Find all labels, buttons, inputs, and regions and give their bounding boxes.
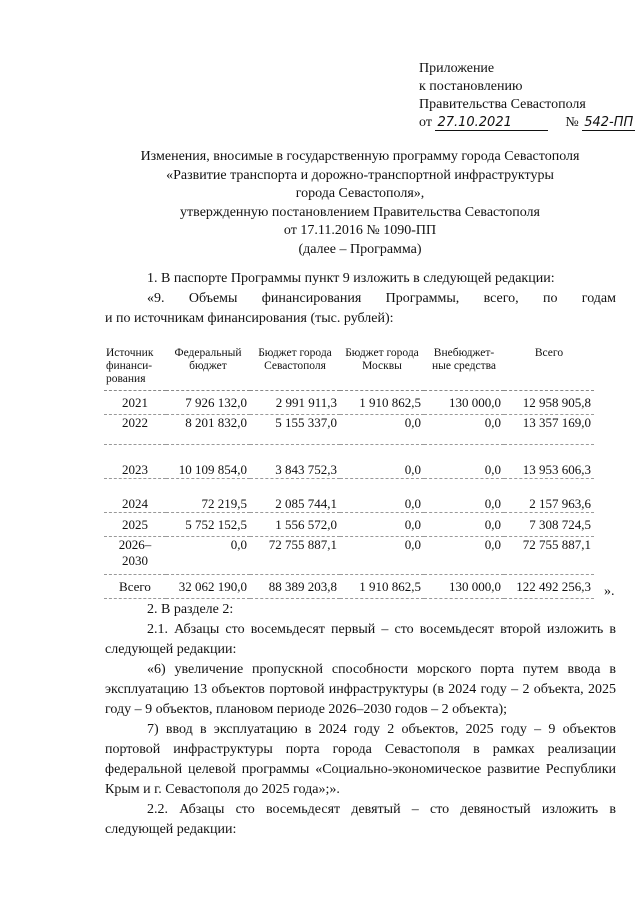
table-cell: 0,0	[340, 513, 424, 537]
table-row	[104, 391, 594, 415]
table-cell: 0,0	[340, 415, 424, 445]
table-cell: 0,0	[424, 415, 504, 445]
date-prefix: от	[419, 115, 432, 130]
table-cell: 72 219,5	[166, 479, 250, 513]
title-line-3: города Севастополя»,	[295, 186, 425, 201]
header-source: Источник финанси-рования	[104, 345, 166, 391]
table-cell: 0,0	[424, 513, 504, 537]
table-header-row	[104, 345, 594, 391]
table-cell: 2023	[104, 445, 166, 479]
table-cell: 2 991 911,3	[250, 391, 340, 415]
table-row	[104, 479, 594, 513]
table-cell: 130 000,0	[424, 575, 504, 599]
item-1	[105, 269, 616, 329]
header-moscow: Бюджет города Москвы	[340, 345, 424, 391]
paragraph-item-7: 7) ввод в эксплуатацию в 2024 году 2 объектов, 2025 году – 9 объектов портовой инфраструктуры порта города Севастополя в рамках реализации федеральной целевой программы «Социально-экономическое развитие Республики Крым и г. Севастополя до 2025 года»;».	[105, 722, 616, 797]
title-line-4: утвержденную постановлением Правительства Севастополя	[180, 204, 540, 220]
table-cell: 2022	[104, 415, 166, 445]
item-1-line-1: 1. В паспорте Программы пункт 9 изложить в следующей редакции:	[147, 271, 555, 286]
item-1-line-2: «9. Объемы финансирования Программы, всего, по годам	[147, 291, 616, 306]
table-cell: 0,0	[424, 537, 504, 575]
annex-block	[419, 60, 635, 132]
table-cell: 0,0	[340, 479, 424, 513]
table-closing-quote: ».	[604, 584, 615, 599]
title-line-6: (далее – Программа)	[298, 241, 422, 257]
table-cell: 2 157 963,6	[504, 479, 594, 513]
annex-date-line	[419, 114, 635, 132]
table-cell: 7 926 132,0	[166, 391, 250, 415]
table-cell: 13 357 169,0	[504, 415, 594, 445]
header-federal: Федеральный бюджет	[166, 345, 250, 391]
table-cell: 5 752 152,5	[166, 513, 250, 537]
table-cell: 3 843 752,3	[250, 445, 340, 479]
paragraph-item-6: «6) увеличение пропускной способности морского порта путем ввода в эксплуатацию 13 объектов портовой инфраструктуры (в 2024 году – 2 объекта, 2025 году – 9 объектов, плановом периоде 2026–2030 годов – 2 объекта);	[105, 662, 616, 717]
table-cell: 2025	[104, 513, 166, 537]
annex-line-3: Правительства Севастополя	[419, 97, 586, 112]
table-cell: 72 755 887,1	[504, 537, 594, 575]
title-line-5: от 17.11.2016 № 1090-ПП	[283, 223, 437, 238]
table-cell: 130 000,0	[424, 391, 504, 415]
header-total: Всего	[504, 345, 594, 391]
table-cell: 8 201 832,0	[166, 415, 250, 445]
table-row	[104, 537, 594, 575]
table-cell: 0,0	[166, 537, 250, 575]
table-cell: 1 556 572,0	[250, 513, 340, 537]
financing-table	[104, 345, 594, 599]
table-cell: 88 389 203,8	[250, 575, 340, 599]
table-cell: 13 953 606,3	[504, 445, 594, 479]
table-cell: 1 910 862,5	[340, 391, 424, 415]
annex-line-1: Приложение	[419, 61, 495, 76]
section-2	[105, 600, 616, 840]
table-row	[104, 415, 594, 445]
title-line-2: «Развитие транспорта и дорожно-транспортной инфраструктуры	[166, 167, 554, 183]
table-cell: 2026–2030	[104, 537, 166, 575]
table-cell: 0,0	[424, 445, 504, 479]
table-row	[104, 445, 594, 479]
paragraph-2-1: 2.1. Абзацы сто восемьдесят первый – сто восемьдесят второй изложить в следующей редакции:	[105, 622, 616, 657]
handwritten-number: 542-ПП	[584, 115, 634, 130]
table-cell: Всего	[104, 575, 166, 599]
table-cell: 2 085 744,1	[250, 479, 340, 513]
table-cell: 72 755 887,1	[250, 537, 340, 575]
table-cell: 7 308 724,5	[504, 513, 594, 537]
table-cell: 0,0	[424, 479, 504, 513]
table-cell: 1 910 862,5	[340, 575, 424, 599]
table-cell: 12 958 905,8	[504, 391, 594, 415]
item-1-line-3: и по источникам финансирования (тыс. рублей):	[105, 311, 394, 326]
table-cell: 2024	[104, 479, 166, 513]
table-cell: 0,0	[340, 445, 424, 479]
number-prefix: №	[565, 115, 579, 130]
table-cell: 5 155 337,0	[250, 415, 340, 445]
handwritten-date: 27.10.2021	[437, 115, 512, 130]
table-total-row	[104, 575, 594, 599]
header-offbudget: Внебюджет-ные средства	[424, 345, 504, 391]
table-cell: 2021	[104, 391, 166, 415]
table-row	[104, 513, 594, 537]
annex-line-2: к постановлению	[419, 79, 523, 94]
table-cell: 10 109 854,0	[166, 445, 250, 479]
title-line-1: Изменения, вносимые в государственную программу города Севастополя	[140, 149, 580, 164]
document-title	[90, 148, 630, 259]
section-2-heading: 2. В разделе 2:	[147, 602, 234, 617]
table-cell: 0,0	[340, 537, 424, 575]
table-cell: 32 062 190,0	[166, 575, 250, 599]
header-sevastopol: Бюджет города Севастополя	[250, 345, 340, 391]
paragraph-2-2: 2.2. Абзацы сто восемьдесят девятый – сто девяностый изложить в следующей редакции:	[105, 802, 616, 837]
table-cell: 122 492 256,3	[504, 575, 594, 599]
